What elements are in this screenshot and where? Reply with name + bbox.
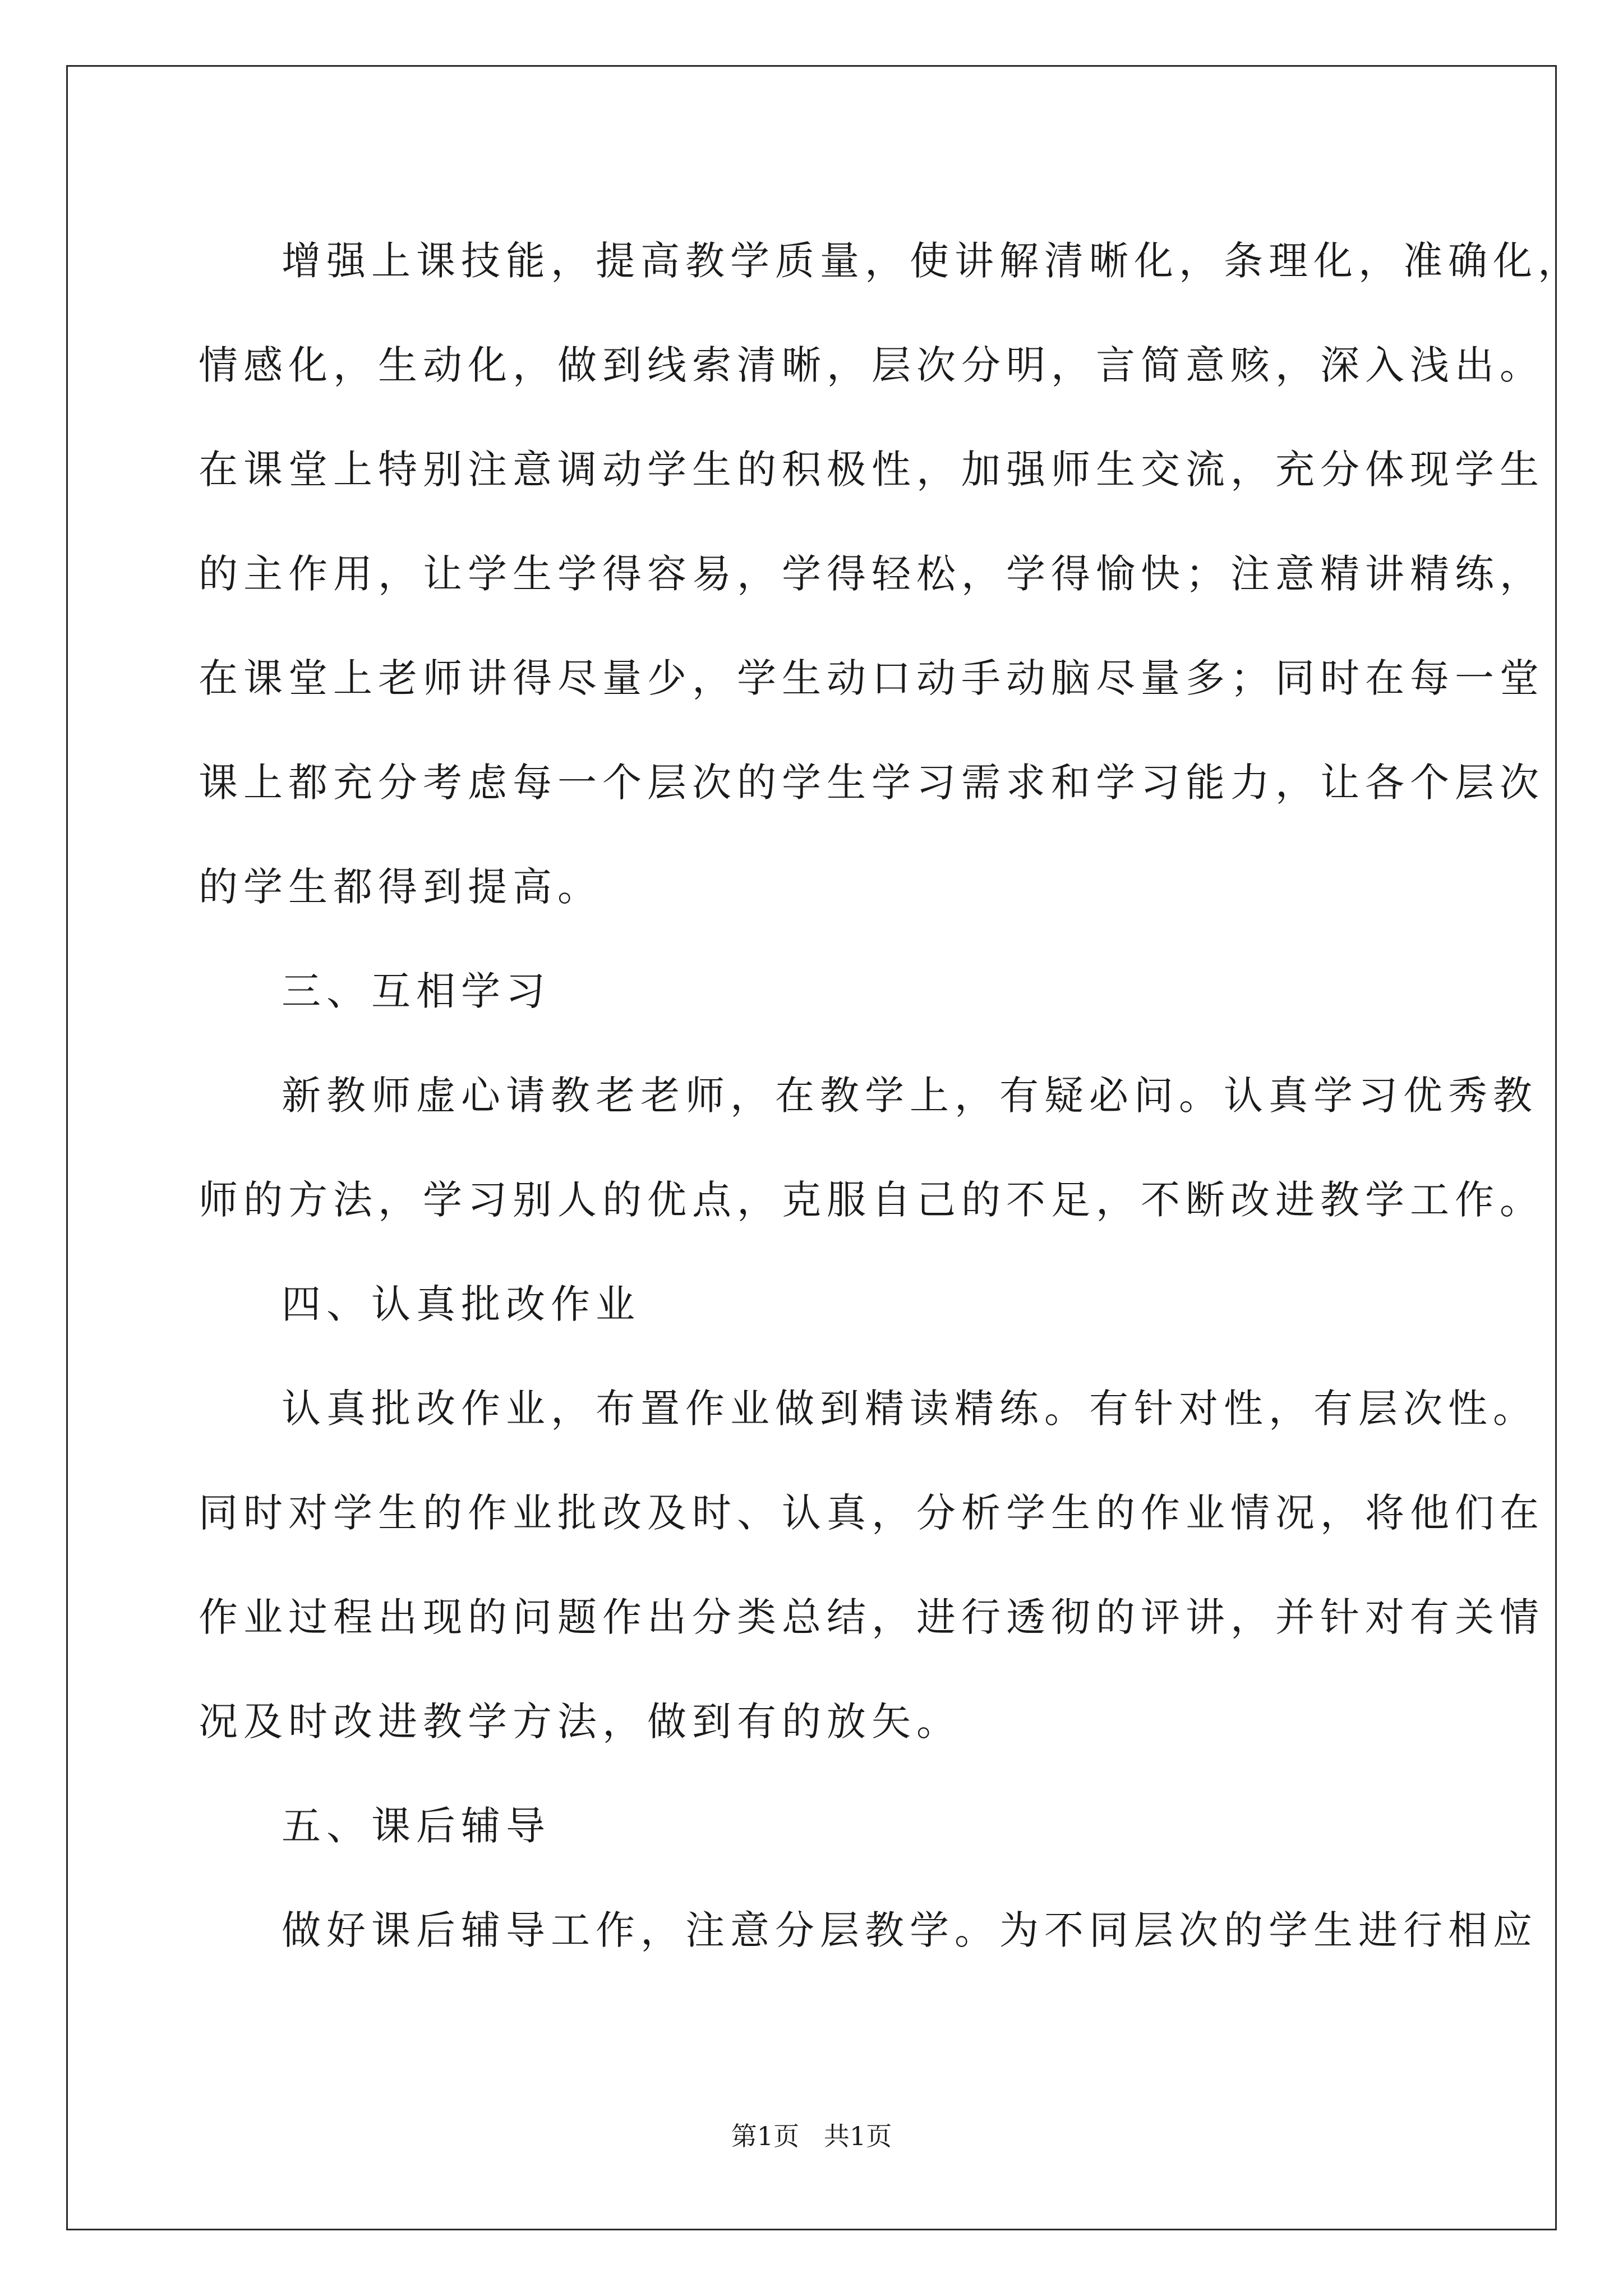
section-heading-3: 三、互相学习 [282,968,551,1014]
body-line: 增强上课技能，提高教学质量，使讲解清晰化，条理化，准确化， [282,238,1583,284]
body-line: 师的方法，学习别人的优点，克服自己的不足，不断改进教学工作。 [199,1177,1544,1223]
body-line: 的主作用，让学生学得容易，学得轻松，学得愉快；注意精讲精练， [199,551,1544,597]
body-line: 认真批改作业，布置作业做到精读精练。有针对性，有层次性。 [282,1386,1538,1432]
body-line: 课上都充分考虑每一个层次的学生学习需求和学习能力，让各个层次 [199,760,1544,806]
body-line: 同时对学生的作业批改及时、认真，分析学生的作业情况，将他们在 [199,1490,1544,1536]
body-line: 新教师虚心请教老老师，在教学上，有疑必问。认真学习优秀教 [282,1073,1538,1119]
section-heading-4: 四、认真批改作业 [282,1281,640,1327]
body-line: 作业过程出现的问题作出分类总结，进行透彻的评讲，并针对有关情 [199,1594,1544,1640]
body-line: 情感化，生动化，做到线索清晰，层次分明，言简意赅，深入浅出。 [199,342,1544,388]
body-line: 况及时改进教学方法，做到有的放矢。 [199,1699,961,1745]
document-body [199,209,1583,1982]
body-line: 的学生都得到提高。 [199,864,602,910]
page-number-footer: 第1页 共1页 [731,2121,892,2151]
body-line: 做好课后辅导工作，注意分层教学。为不同层次的学生进行相应 [282,1907,1538,1953]
section-heading-5: 五、课后辅导 [282,1803,551,1849]
body-line: 在课堂上特别注意调动学生的积极性，加强师生交流，充分体现学生 [199,447,1544,493]
body-line: 在课堂上老师讲得尽量少，学生动口动手动脑尽量多；同时在每一堂 [199,655,1544,701]
